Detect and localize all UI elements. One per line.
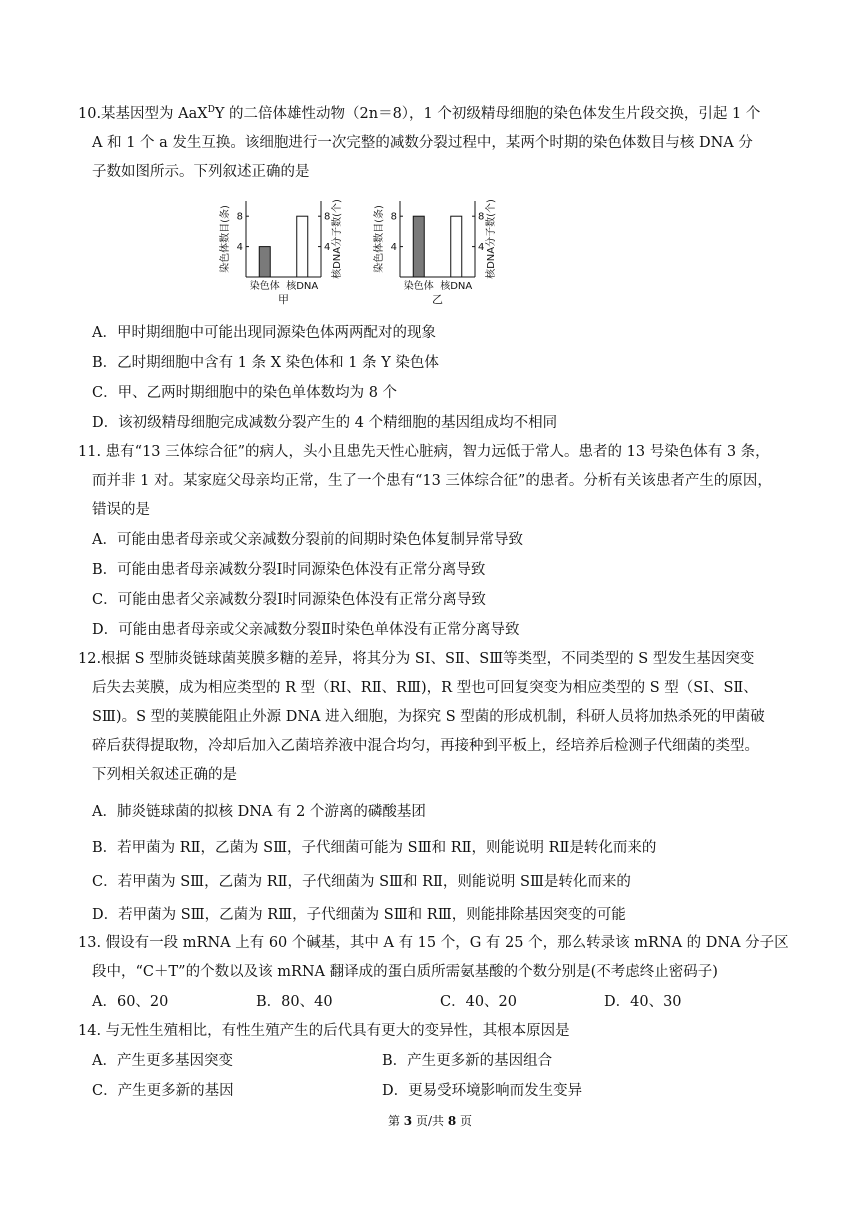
q14-option-a: A．产生更多基因突变 — [92, 1053, 233, 1069]
tick-label-left: 4 — [236, 242, 243, 254]
chart-yi — [372, 195, 502, 310]
q11-option-a: A．可能由患者母亲或父亲减数分裂前的间期时染色体复制异常导致 — [92, 532, 523, 548]
bar-0 — [259, 247, 270, 277]
q10-option-a: A．甲时期细胞中可能出现同源染色体两两配对的现象 — [92, 325, 436, 341]
q14-option-b: B．产生更多新的基因组合 — [382, 1053, 553, 1069]
q12-option-b: B．若甲菌为 RⅡ，乙菌为 SⅢ，子代细菌可能为 SⅢ和 RⅡ，则能说明 RⅡ是转化而来的 — [92, 840, 657, 856]
category-label: 核DNA — [286, 281, 319, 292]
q13-option-d: D．40、30 — [604, 994, 682, 1010]
tick-label-right: 8 — [324, 211, 331, 223]
y-axis-label: 染色体数目(条) — [220, 205, 231, 273]
q10-option-b: B．乙时期细胞中含有 1 条 X 染色体和 1 条 Y 染色体 — [92, 355, 439, 371]
q13-option-b: B．80、40 — [256, 994, 333, 1010]
q11-stem-line-1: 11. 患有“13 三体综合征”的病人，头小且患先天性心脏病，智力远低于常人。患者的 13 号染色体有 3 条， — [78, 444, 770, 460]
q14-option-d: D．更易受环境影响而发生变异 — [382, 1083, 583, 1099]
q12-option-c: C．若甲菌为 SⅢ，乙菌为 RⅡ，子代细菌为 SⅢ和 RⅡ，则能说明 SⅢ是转化而来的 — [92, 874, 631, 890]
q10-stem-line-1: 10.某基因型为 AaX$^D$Y 的二倍体雄性动物（2n＝8），1 个初级精母细胞的染色体发生片段交换，引起 1 个 — [78, 105, 761, 122]
q10-option-d: D．该初级精母细胞完成减数分裂产生的 4 个精细胞的基因组成均不相同 — [92, 415, 558, 431]
bar-1 — [297, 216, 308, 277]
tick-label-left: 4 — [390, 242, 397, 254]
q13-option-a: A．60、20 — [92, 994, 169, 1010]
q12-option-d: D．若甲菌为 SⅢ，乙菌为 RⅢ，子代细菌为 SⅢ和 RⅢ，则能排除基因突变的可能 — [92, 907, 626, 923]
tick-label-right: 8 — [478, 211, 485, 223]
q12-stem-line-2: 后失去荚膜，成为相应类型的 R 型（RⅠ、RⅡ、RⅢ)，R 型也可回复突变为相应类型的 S 型（SⅠ、SⅡ、 — [92, 680, 758, 696]
bar-0 — [413, 216, 424, 277]
chart-jia — [218, 195, 348, 310]
q12-option-a: A．肺炎链球菌的拟核 DNA 有 2 个游离的磷酸基团 — [92, 804, 426, 820]
q11-stem-line-2: 而并非 1 对。某家庭父母亲均正常，生了一个患有“13 三体综合征”的患者。分析有关该患者产生的原因， — [92, 473, 772, 489]
category-label: 染色体 — [249, 281, 280, 292]
tick-label-right: 4 — [324, 242, 331, 254]
tick-label-right: 4 — [478, 242, 485, 254]
q11-stem-line-3: 错误的是 — [92, 502, 150, 518]
q14-stem: 14. 与无性生殖相比，有性生殖产生的后代具有更大的变异性，其根本原因是 — [78, 1023, 570, 1039]
q12-stem-line-4: 碎后获得提取物，冷却后加入乙菌培养液中混合均匀，再接种到平板上，经培养后检测子代细菌的类型。 — [92, 738, 759, 754]
y2-axis-label: 核DNA分子数(个) — [332, 199, 343, 279]
y-axis-label: 染色体数目(条) — [374, 205, 385, 273]
q13-option-c: C．40、20 — [440, 994, 517, 1010]
chart-title: 乙 — [432, 293, 443, 306]
q10-option-c: C．甲、乙两时期细胞中的染色单体数均为 8 个 — [92, 385, 398, 401]
q11-option-b: B．可能由患者母亲减数分裂Ⅰ时同源染色体没有正常分离导致 — [92, 562, 486, 578]
chart-title: 甲 — [278, 293, 289, 306]
q11-option-d: D．可能由患者母亲或父亲减数分裂Ⅱ时染色单体没有正常分离导致 — [92, 622, 520, 638]
q10-stem-line-3: 子数如图所示。下列叙述正确的是 — [92, 164, 310, 180]
q13-stem-line-2: 段中，“C＋T”的个数以及该 mRNA 翻译成的蛋白质所需氨基酸的个数分别是(不考虑终止密码子) — [92, 964, 718, 980]
y2-axis-label: 核DNA分子数(个) — [486, 199, 497, 279]
q11-option-c: C．可能由患者父亲减数分裂Ⅰ时同源染色体没有正常分离导致 — [92, 592, 486, 608]
q12-stem-line-1: 12.根据 S 型肺炎链球菌荚膜多糖的差异，将其分为 SⅠ、SⅡ、SⅢ等类型，不同类型的 S 型发生基因突变 — [78, 651, 755, 667]
q10-stem-line-2: A 和 1 个 a 发生互换。该细胞进行一次完整的减数分裂过程中，某两个时期的染色体数目与核 DNA 分 — [92, 135, 753, 151]
q14-option-c: C．产生更多新的基因 — [92, 1083, 234, 1099]
tick-label-left: 8 — [390, 211, 397, 223]
q12-stem-line-5: 下列相关叙述正确的是 — [92, 767, 237, 783]
bar-1 — [451, 216, 462, 277]
q13-stem-line-1: 13. 假设有一段 mRNA 上有 60 个碱基，其中 A 有 15 个，G 有 25 个，那么转录该 mRNA 的 DNA 分子区 — [78, 935, 789, 951]
q12-stem-line-3: SⅢ)。S 型的荚膜能阻止外源 DNA 进入细胞，为探究 S 型菌的形成机制，科研人员将加热杀死的甲菌破 — [92, 709, 765, 725]
category-label: 核DNA — [440, 281, 473, 292]
category-label: 染色体 — [403, 281, 434, 292]
tick-label-left: 8 — [236, 211, 243, 223]
page-footer: 第 3 页/共 8 页 — [387, 1114, 473, 1128]
